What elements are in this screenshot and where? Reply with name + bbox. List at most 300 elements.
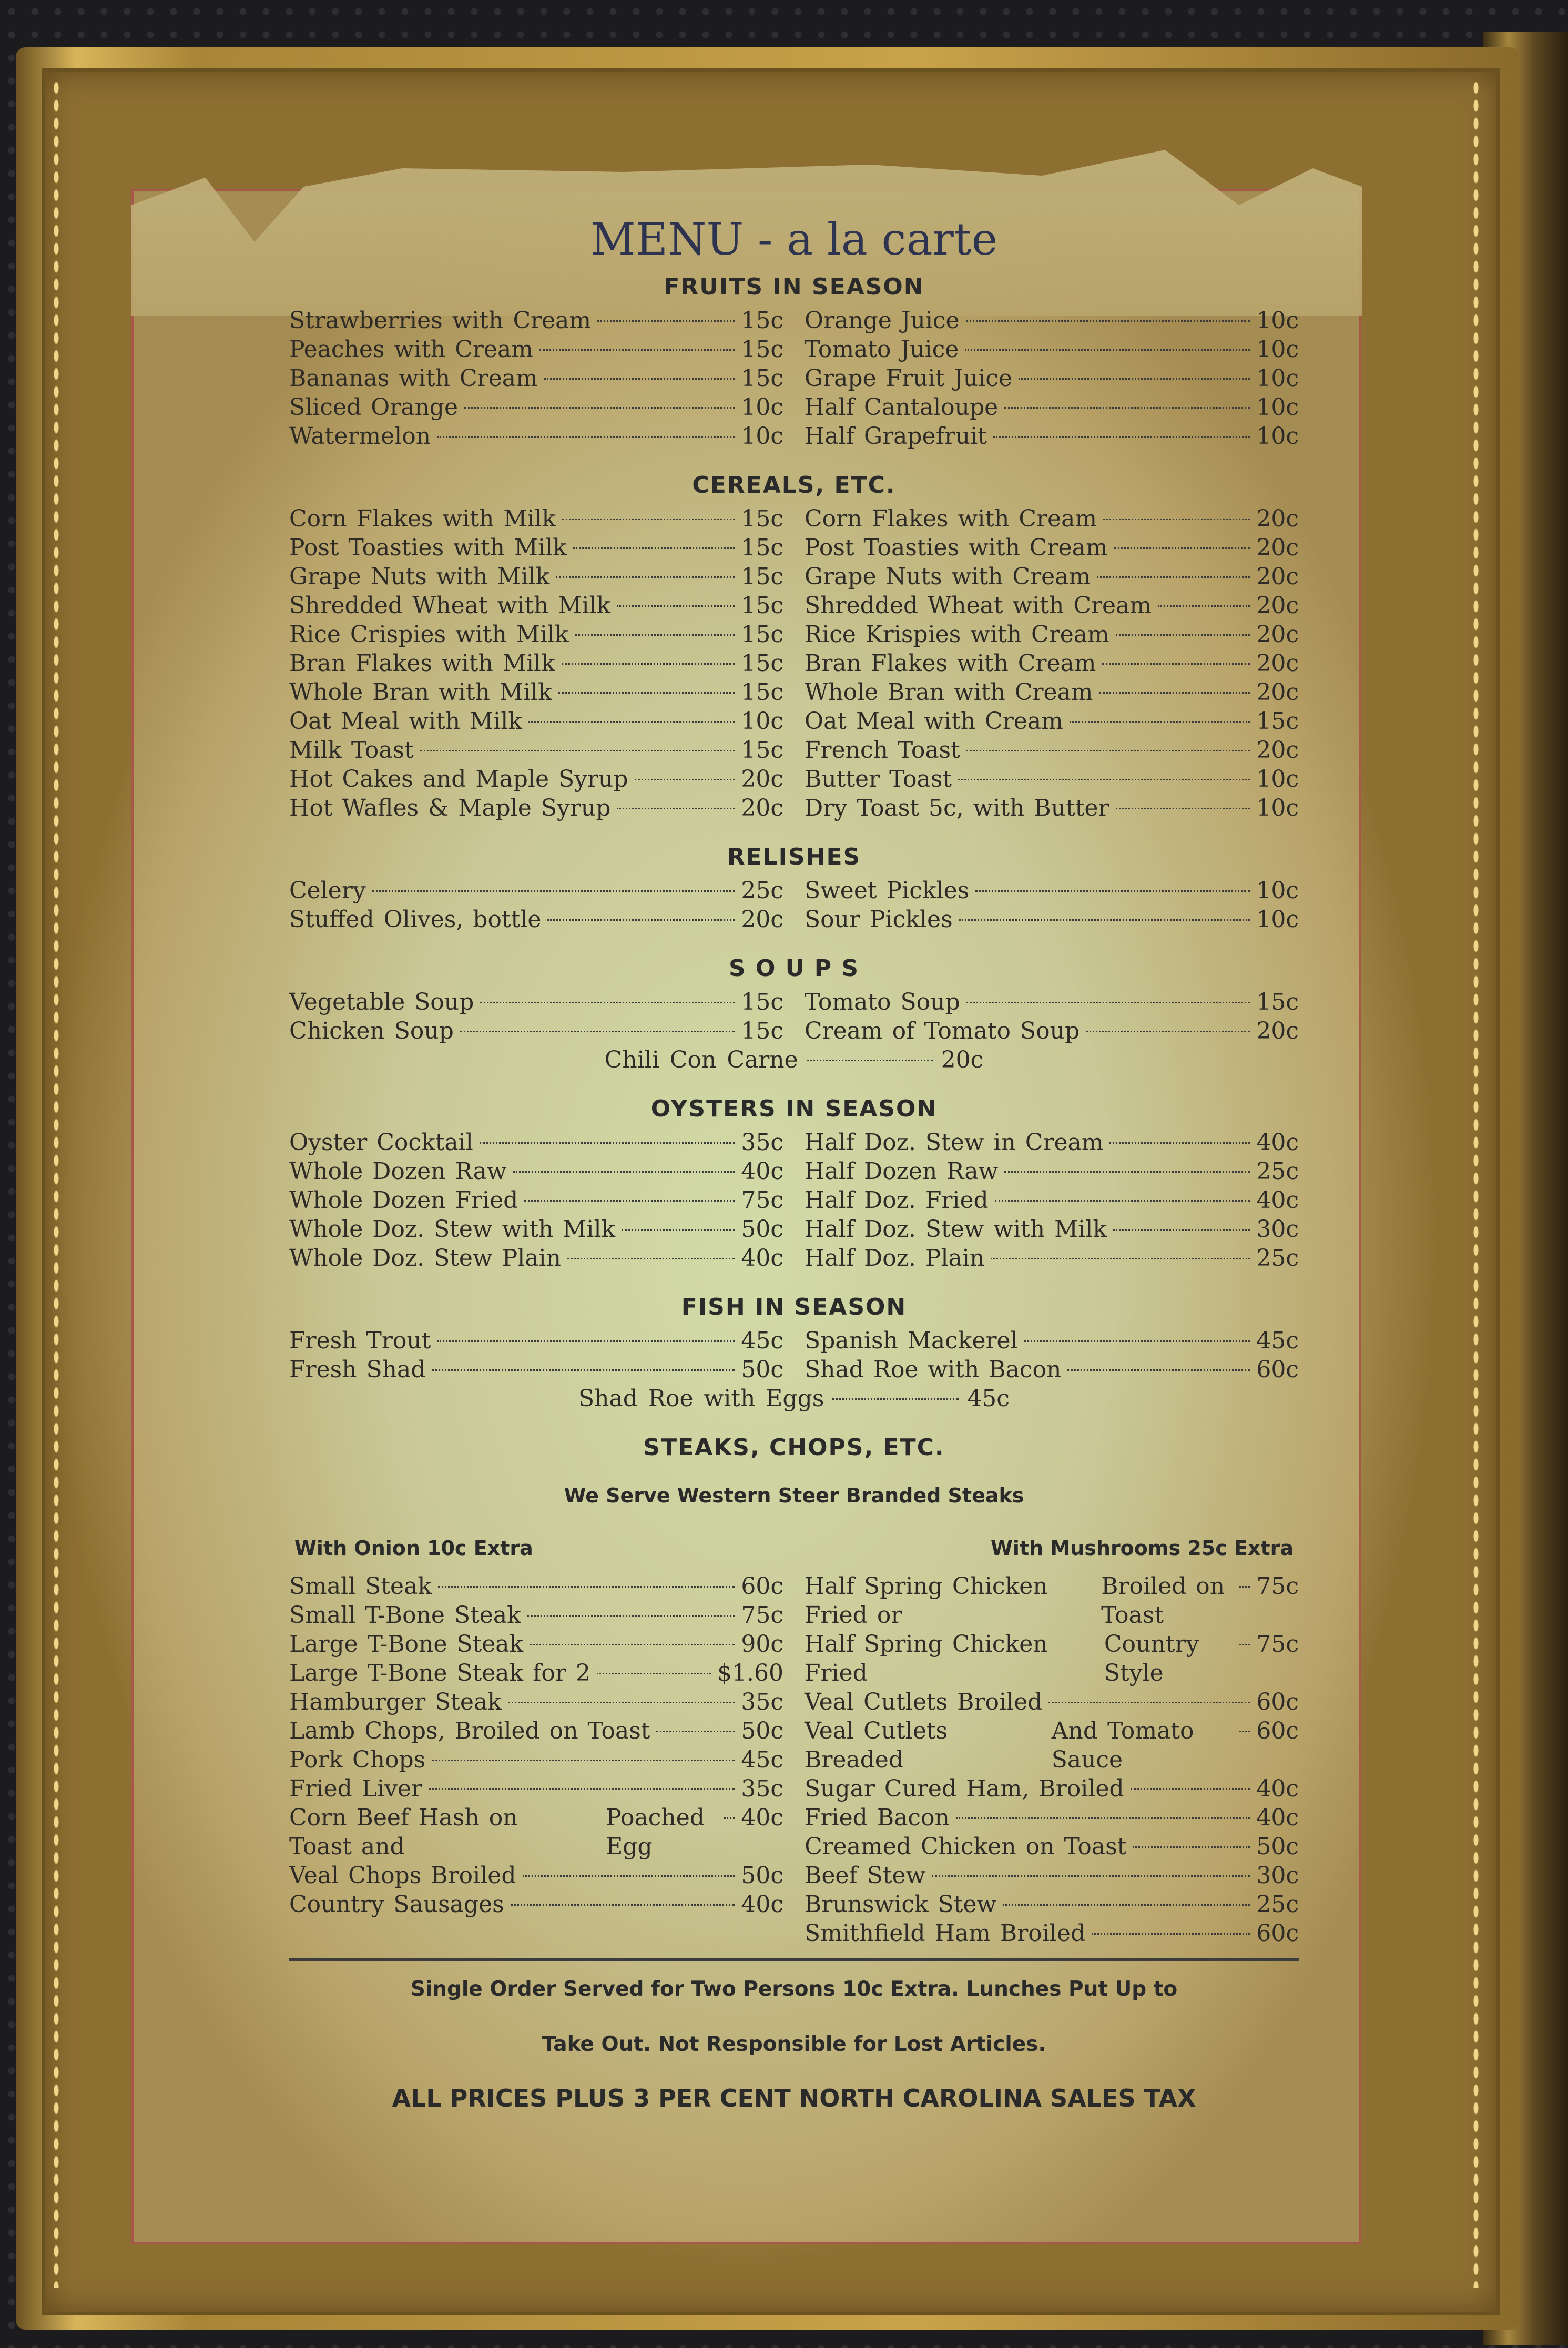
item-price: 10c bbox=[1256, 766, 1299, 792]
item-name: Orange Juice bbox=[805, 307, 960, 334]
item-name: Large T-Bone Steak bbox=[289, 1631, 524, 1658]
menu-item bbox=[289, 1326, 783, 1355]
right-stitching bbox=[1472, 79, 1480, 2288]
menu-item bbox=[289, 649, 783, 678]
section-columns bbox=[289, 1128, 1299, 1273]
item-price: 20c bbox=[741, 906, 783, 933]
leader-dots bbox=[617, 605, 735, 607]
leader-dots bbox=[966, 1002, 1250, 1003]
menu-item bbox=[289, 1716, 783, 1745]
leader-dots bbox=[1158, 605, 1250, 607]
item-name: Half Doz. Plain bbox=[805, 1245, 985, 1272]
menu-item bbox=[805, 649, 1299, 678]
item-price: 50c bbox=[741, 1717, 783, 1744]
leader-dots bbox=[1114, 547, 1250, 549]
item-name: Whole Doz. Stew Plain bbox=[289, 1245, 561, 1272]
leader-dots bbox=[1067, 1369, 1250, 1371]
section-right-column bbox=[805, 876, 1299, 934]
section-right-column bbox=[805, 1128, 1299, 1273]
menu-item bbox=[289, 1659, 783, 1688]
menu-item bbox=[805, 1157, 1299, 1186]
menu-item bbox=[289, 306, 783, 335]
leader-dots bbox=[1239, 1731, 1250, 1732]
leader-dots bbox=[573, 547, 735, 549]
item-name: Whole Bran with Cream bbox=[805, 679, 1093, 706]
item-name: Strawberries with Cream bbox=[289, 307, 592, 334]
item-price: 20c bbox=[1256, 534, 1299, 561]
menu-item bbox=[805, 1832, 1299, 1861]
leader-dots bbox=[562, 663, 735, 665]
item-name: Butter Toast bbox=[805, 766, 952, 792]
item-price: 20c bbox=[741, 766, 783, 792]
leader-dots bbox=[1070, 721, 1250, 723]
leader-dots bbox=[965, 349, 1250, 351]
item-price: 10c bbox=[1256, 336, 1299, 363]
item-name: Bran Flakes with Milk bbox=[289, 650, 555, 677]
item-price: 60c bbox=[1256, 1920, 1299, 1947]
steaks-left-column bbox=[289, 1572, 783, 1948]
item-price: 15c bbox=[741, 650, 783, 677]
menu-item bbox=[289, 393, 783, 422]
section-heading: S O U P S bbox=[728, 955, 860, 982]
item-price: 30c bbox=[1256, 1216, 1299, 1243]
leader-dots bbox=[575, 634, 735, 636]
leader-dots bbox=[511, 1904, 735, 1906]
item-price: 20c bbox=[1256, 650, 1299, 677]
item-name: Sliced Orange bbox=[289, 394, 459, 421]
section-heading: CEREALS, ETC. bbox=[692, 472, 896, 499]
leader-dots bbox=[993, 436, 1250, 438]
item-price: 75c bbox=[1256, 1573, 1299, 1600]
left-stitching bbox=[53, 79, 60, 2288]
menu-item bbox=[289, 1601, 783, 1630]
item-name: Half Spring Chicken Fried bbox=[805, 1631, 1048, 1686]
leader-dots bbox=[1239, 1644, 1250, 1645]
section-heading: RELISHES bbox=[727, 843, 861, 870]
leader-dots bbox=[1004, 407, 1250, 409]
leader-dots bbox=[437, 436, 735, 438]
item-name: Shredded Wheat with Milk bbox=[289, 592, 611, 619]
leader-dots bbox=[966, 320, 1250, 322]
leader-dots bbox=[558, 692, 735, 694]
item-name: Smithfield Ham Broiled bbox=[805, 1920, 1086, 1947]
item-price: 10c bbox=[741, 708, 783, 735]
leader-dots bbox=[1116, 634, 1250, 636]
item-name-cont bbox=[1073, 1630, 1299, 1688]
item-price: 45c bbox=[1256, 1327, 1299, 1354]
item-price: 15c bbox=[741, 336, 783, 363]
item-price: 40c bbox=[1256, 1804, 1299, 1831]
item-name: Watermelon bbox=[289, 423, 431, 450]
item-price: 75c bbox=[741, 1602, 783, 1629]
section-columns bbox=[289, 1326, 1299, 1384]
item-name-cont bbox=[574, 1803, 783, 1861]
item-name: Corn Flakes with Cream bbox=[805, 505, 1097, 532]
leader-dots bbox=[635, 779, 735, 780]
menu-item bbox=[805, 678, 1299, 707]
item-name: Whole Doz. Stew with Milk bbox=[289, 1216, 616, 1243]
menu-item bbox=[805, 335, 1299, 364]
menu-item bbox=[289, 1355, 783, 1384]
item-price: 15c bbox=[741, 534, 783, 561]
item-name-line-2: And Tomato Sauce bbox=[1051, 1717, 1194, 1773]
item-price: 15c bbox=[741, 679, 783, 706]
menu-item bbox=[805, 1919, 1299, 1948]
item-name: Milk Toast bbox=[289, 737, 414, 764]
item-name: Grape Nuts with Cream bbox=[805, 563, 1091, 590]
menu-item bbox=[289, 422, 783, 451]
menu-item bbox=[289, 1890, 783, 1919]
leader-dots bbox=[1086, 1031, 1250, 1032]
item-name: Rice Crispies with Milk bbox=[289, 621, 569, 648]
footer-line-2: Take Out. Not Responsible for Lost Articles. bbox=[542, 2032, 1046, 2056]
item-name-cont bbox=[1070, 1572, 1299, 1630]
menu-item bbox=[805, 1890, 1299, 1919]
leader-dots bbox=[966, 750, 1250, 751]
item-price: 15c bbox=[741, 563, 783, 590]
item-price: 25c bbox=[741, 877, 783, 904]
sales-tax-note: ALL PRICES PLUS 3 PER CENT NORTH CAROLINA SALES TAX bbox=[392, 2084, 1196, 2112]
leader-dots bbox=[464, 407, 735, 409]
menu-item bbox=[805, 707, 1299, 736]
item-name: Fresh Shad bbox=[289, 1356, 426, 1383]
section-gap bbox=[289, 822, 1299, 838]
steaks-columns bbox=[289, 1572, 1299, 1948]
menu-item bbox=[805, 504, 1299, 533]
menu-item bbox=[289, 1572, 783, 1601]
item-name: French Toast bbox=[805, 737, 960, 764]
footer-line-1: Single Order Served for Two Persons 10c Extra. Lunches Put Up to bbox=[410, 1977, 1178, 2001]
item-name: Bananas with Cream bbox=[289, 365, 538, 392]
menu-item bbox=[289, 335, 783, 364]
section-columns bbox=[289, 988, 1299, 1045]
menu-item bbox=[289, 736, 783, 765]
section-columns bbox=[289, 876, 1299, 934]
menu-item-multiline bbox=[805, 1630, 1299, 1688]
item-price: 10c bbox=[1256, 365, 1299, 392]
leader-dots bbox=[480, 1142, 735, 1144]
item-price: 60c bbox=[1256, 1717, 1299, 1744]
item-price: 15c bbox=[1256, 989, 1299, 1015]
item-price: 20c bbox=[1256, 737, 1299, 764]
section-columns bbox=[289, 504, 1299, 822]
leader-dots bbox=[956, 1817, 1250, 1819]
leader-dots bbox=[539, 349, 735, 351]
menu-item bbox=[805, 1128, 1299, 1157]
section-gap bbox=[289, 1273, 1299, 1288]
menu-section bbox=[289, 1090, 1299, 1288]
item-price: 10c bbox=[1256, 394, 1299, 421]
item-price: 50c bbox=[741, 1216, 783, 1243]
leader-dots bbox=[597, 1673, 711, 1674]
leader-dots bbox=[1092, 1933, 1250, 1935]
item-price: 60c bbox=[1256, 1356, 1299, 1383]
menu-section bbox=[289, 950, 1299, 1090]
item-price: 15c bbox=[741, 989, 783, 1015]
item-price: 40c bbox=[741, 1245, 783, 1272]
section-gap bbox=[289, 451, 1299, 466]
menu-item bbox=[805, 1861, 1299, 1890]
menu-item bbox=[805, 1244, 1299, 1273]
steaks-section bbox=[289, 1429, 1299, 1948]
menu-item bbox=[805, 1186, 1299, 1215]
item-name: Tomato Soup bbox=[805, 989, 960, 1015]
menu-item bbox=[289, 794, 783, 822]
item-name: Cream of Tomato Soup bbox=[805, 1018, 1080, 1044]
leader-dots bbox=[932, 1875, 1250, 1877]
section-heading: FRUITS IN SEASON bbox=[664, 273, 924, 300]
section-gap bbox=[289, 934, 1299, 950]
item-price: 20c bbox=[1256, 563, 1299, 590]
leader-dots bbox=[1113, 1229, 1250, 1231]
menu-item bbox=[805, 1803, 1299, 1832]
section-left-column bbox=[289, 504, 783, 822]
item-name: Veal Cutlets Broiled bbox=[805, 1689, 1043, 1715]
item-name: Fresh Trout bbox=[289, 1327, 431, 1354]
item-price: 75c bbox=[741, 1187, 783, 1214]
leader-dots bbox=[656, 1731, 735, 1732]
menu-item bbox=[805, 591, 1299, 620]
item-price: 15c bbox=[741, 737, 783, 764]
item-name: Veal Cutlets Breaded bbox=[805, 1717, 948, 1773]
leader-dots bbox=[527, 1615, 735, 1617]
item-name: Tomato Juice bbox=[805, 336, 959, 363]
item-name: Dry Toast 5c, with Butter bbox=[805, 795, 1109, 821]
item-price: 10c bbox=[1256, 906, 1299, 933]
leader-dots bbox=[420, 750, 735, 751]
item-name: Chili Con Carne bbox=[604, 1046, 798, 1073]
item-price: 30c bbox=[1256, 1862, 1299, 1889]
leader-dots bbox=[995, 1200, 1250, 1202]
item-price: 15c bbox=[1256, 708, 1299, 735]
section-right-column bbox=[805, 1326, 1299, 1384]
item-price: 90c bbox=[741, 1631, 783, 1658]
item-name: Hot Cakes and Maple Syrup bbox=[289, 766, 628, 792]
section-heading: OYSTERS IN SEASON bbox=[650, 1095, 938, 1122]
item-price: 25c bbox=[1256, 1245, 1299, 1272]
item-price: 35c bbox=[741, 1775, 783, 1802]
menu-item bbox=[289, 765, 783, 794]
menu-item bbox=[289, 678, 783, 707]
item-price: 60c bbox=[1256, 1689, 1299, 1715]
item-price: 15c bbox=[741, 307, 783, 334]
menu-item bbox=[805, 905, 1299, 934]
item-name: Chicken Soup bbox=[289, 1018, 454, 1044]
item-price: 20c bbox=[941, 1046, 984, 1073]
menu-item bbox=[805, 736, 1299, 765]
item-name: Lamb Chops, Broiled on Toast bbox=[289, 1717, 650, 1744]
item-name: Shad Roe with Bacon bbox=[805, 1356, 1062, 1383]
section-left-column bbox=[289, 1326, 783, 1384]
section-right-column bbox=[805, 306, 1299, 451]
onion-extra: With Onion 10c Extra bbox=[294, 1537, 533, 1560]
item-price: 60c bbox=[741, 1573, 783, 1600]
leader-dots bbox=[1131, 1788, 1250, 1790]
menu-section bbox=[289, 838, 1299, 950]
menu-item bbox=[805, 533, 1299, 562]
leader-dots bbox=[1003, 1904, 1250, 1906]
menu-item bbox=[805, 1355, 1299, 1384]
leader-dots bbox=[597, 320, 735, 322]
item-name: Vegetable Soup bbox=[289, 989, 474, 1015]
leader-dots bbox=[513, 1171, 735, 1173]
section-left-column bbox=[289, 988, 783, 1045]
menu-item bbox=[289, 1186, 783, 1215]
item-name: Whole Dozen Fried bbox=[289, 1187, 518, 1214]
menu-sections bbox=[289, 268, 1299, 1429]
item-price: 10c bbox=[1256, 307, 1299, 334]
item-name: Post Toasties with Milk bbox=[289, 534, 567, 561]
leader-dots bbox=[556, 576, 735, 578]
menu-item bbox=[289, 1630, 783, 1659]
menu-item bbox=[289, 1745, 783, 1774]
section-left-column bbox=[289, 1128, 783, 1273]
leader-dots bbox=[508, 1702, 735, 1703]
item-price: 40c bbox=[1256, 1775, 1299, 1802]
leader-dots bbox=[622, 1229, 735, 1231]
item-name: Fried Liver bbox=[289, 1775, 423, 1802]
item-name: Half Doz. Fried bbox=[805, 1187, 989, 1214]
menu-item bbox=[289, 988, 783, 1017]
item-price: 45c bbox=[967, 1385, 1010, 1412]
item-price: 20c bbox=[1256, 1018, 1299, 1044]
menu-item bbox=[289, 1861, 783, 1890]
menu-item bbox=[805, 364, 1299, 393]
leader-dots bbox=[480, 1002, 735, 1003]
menu-section bbox=[289, 466, 1299, 838]
leader-dots bbox=[1109, 1142, 1250, 1144]
menu-item bbox=[805, 1017, 1299, 1045]
leader-dots bbox=[959, 919, 1250, 921]
item-price: 15c bbox=[741, 1018, 783, 1044]
item-name: Oyster Cocktail bbox=[289, 1129, 473, 1156]
footer bbox=[289, 1961, 1299, 2125]
item-price: 25c bbox=[1256, 1158, 1299, 1185]
leader-dots bbox=[1019, 378, 1250, 380]
leader-dots bbox=[528, 721, 735, 723]
leader-dots bbox=[438, 1586, 735, 1588]
menu-item bbox=[805, 876, 1299, 905]
section-heading: STEAKS, CHOPS, ETC. bbox=[643, 1434, 945, 1461]
item-name: Corn Beef Hash on Toast and bbox=[289, 1804, 518, 1860]
item-name: Veal Chops Broiled bbox=[289, 1862, 516, 1889]
leader-dots bbox=[432, 1760, 735, 1761]
section-gap bbox=[289, 1074, 1299, 1090]
item-price: 10c bbox=[1256, 877, 1299, 904]
leader-dots bbox=[1103, 519, 1250, 520]
menu-item bbox=[289, 876, 783, 905]
item-price: 20c bbox=[1256, 621, 1299, 648]
menu-item bbox=[289, 1244, 783, 1273]
leader-dots bbox=[1004, 1171, 1250, 1173]
menu-item bbox=[289, 1774, 783, 1803]
menu-item bbox=[289, 1688, 783, 1716]
menu-section bbox=[289, 268, 1299, 466]
item-price: 50c bbox=[1256, 1833, 1299, 1860]
menu-item-multiline bbox=[805, 1572, 1299, 1630]
item-price: 25c bbox=[1256, 1891, 1299, 1918]
item-name: Small T-Bone Steak bbox=[289, 1602, 521, 1629]
item-name: Fried Bacon bbox=[805, 1804, 950, 1831]
section-right-column bbox=[805, 504, 1299, 822]
item-name: Half Spring Chicken Fried or bbox=[805, 1573, 1048, 1629]
item-price: 15c bbox=[741, 365, 783, 392]
section-heading: FISH IN SEASON bbox=[681, 1294, 907, 1320]
item-name: Sour Pickles bbox=[805, 906, 953, 933]
section-gap bbox=[289, 1413, 1299, 1429]
item-price: 40c bbox=[1256, 1129, 1299, 1156]
item-name: Celery bbox=[289, 877, 366, 904]
leader-dots bbox=[1024, 1340, 1250, 1342]
item-name: Peaches with Cream bbox=[289, 336, 533, 363]
item-name: Beef Stew bbox=[805, 1862, 926, 1889]
item-name: Shredded Wheat with Cream bbox=[805, 592, 1152, 619]
item-name: Shad Roe with Eggs bbox=[578, 1385, 824, 1412]
item-name: Oat Meal with Milk bbox=[289, 708, 522, 735]
menu-item bbox=[805, 393, 1299, 422]
leader-dots bbox=[991, 1258, 1250, 1259]
section-left-column bbox=[289, 306, 783, 451]
menu-item bbox=[805, 422, 1299, 451]
menu-item bbox=[289, 707, 783, 736]
item-name-line-2: Poached Egg bbox=[606, 1804, 705, 1860]
item-price: 15c bbox=[741, 621, 783, 648]
item-name: Stuffed Olives, bottle bbox=[289, 906, 542, 933]
menu-item bbox=[805, 1215, 1299, 1244]
item-name: Hamburger Steak bbox=[289, 1689, 502, 1715]
extras-row bbox=[289, 1524, 1299, 1572]
item-price: 35c bbox=[741, 1689, 783, 1715]
item-name: Pork Chops bbox=[289, 1746, 426, 1773]
section-right-column bbox=[805, 988, 1299, 1045]
item-name: Half Doz. Stew with Milk bbox=[805, 1216, 1107, 1243]
menu-item bbox=[289, 1157, 783, 1186]
menu-item-multiline bbox=[805, 1716, 1299, 1774]
item-price: 10c bbox=[1256, 423, 1299, 450]
mushroom-extra: With Mushrooms 25c Extra bbox=[991, 1537, 1294, 1560]
menu-item-multiline bbox=[289, 1803, 783, 1861]
item-price: $1.60 bbox=[717, 1660, 783, 1686]
item-price: 10c bbox=[741, 394, 783, 421]
item-price: 40c bbox=[741, 1158, 783, 1185]
leader-dots bbox=[1099, 692, 1250, 694]
item-name: Large T-Bone Steak for 2 bbox=[289, 1660, 590, 1686]
menu-item bbox=[805, 1774, 1299, 1803]
item-name: Half Cantaloupe bbox=[805, 394, 999, 421]
leader-dots bbox=[1048, 1702, 1250, 1703]
item-name: Whole Dozen Raw bbox=[289, 1158, 507, 1185]
leader-dots bbox=[372, 890, 735, 892]
menu-item bbox=[805, 988, 1299, 1017]
item-price: 15c bbox=[741, 505, 783, 532]
item-price: 35c bbox=[741, 1129, 783, 1156]
leader-dots bbox=[1102, 663, 1250, 665]
leader-dots bbox=[544, 378, 735, 380]
menu-item bbox=[805, 1688, 1299, 1716]
menu-item bbox=[805, 562, 1299, 591]
leader-dots bbox=[432, 1369, 735, 1371]
steaks-right-column bbox=[805, 1572, 1299, 1948]
menu-item bbox=[805, 1326, 1299, 1355]
menu-item bbox=[289, 591, 783, 620]
western-steer-note: We Serve Western Steer Branded Steaks bbox=[564, 1484, 1024, 1507]
leader-dots bbox=[617, 808, 735, 809]
item-name: Sweet Pickles bbox=[805, 877, 970, 904]
menu-item bbox=[805, 306, 1299, 335]
menu-section bbox=[289, 1288, 1299, 1429]
menu-item bbox=[289, 504, 783, 533]
section-columns bbox=[289, 306, 1299, 451]
